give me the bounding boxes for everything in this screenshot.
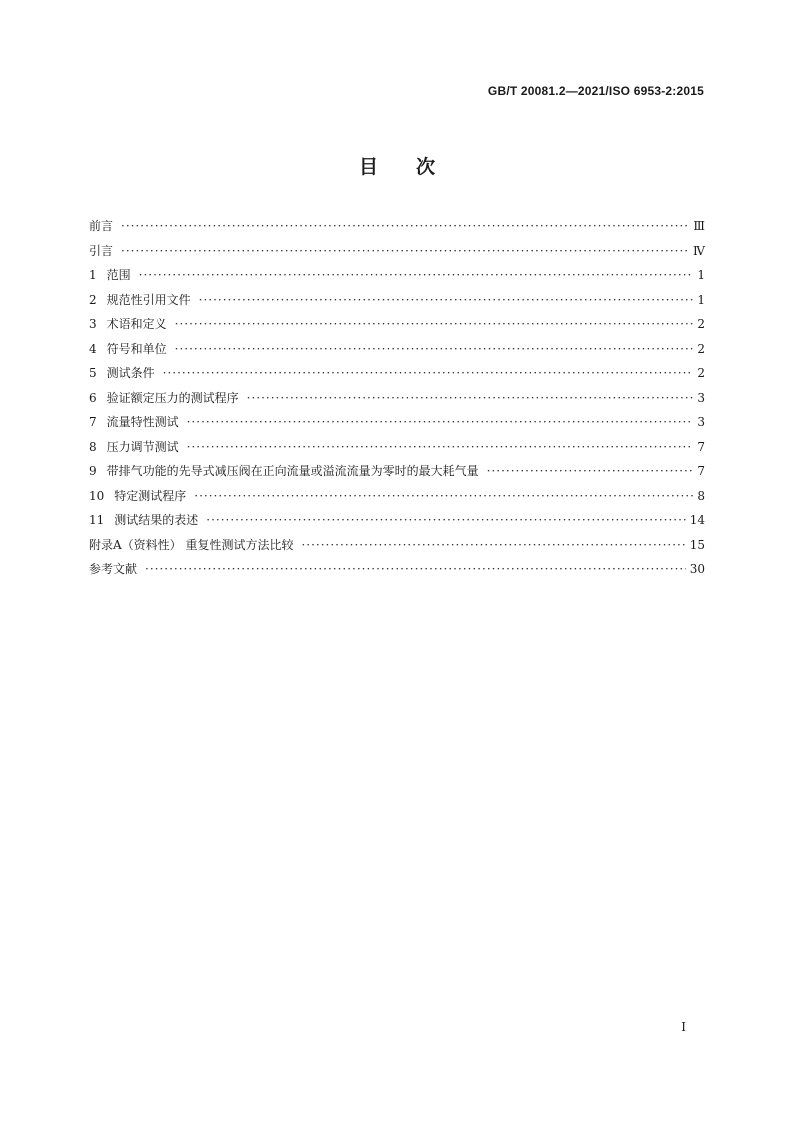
toc-entry-number: 8 xyxy=(89,439,97,454)
dot-leader xyxy=(206,508,685,533)
toc-entry[interactable] xyxy=(89,361,705,386)
toc-entry[interactable] xyxy=(89,459,705,484)
toc-entry-page: 3 xyxy=(697,415,705,429)
toc-entry-number: 6 xyxy=(89,390,97,405)
toc-entry[interactable] xyxy=(89,214,705,239)
toc-entry[interactable] xyxy=(89,533,705,558)
toc-entry-number: 2 xyxy=(89,292,97,307)
toc-entry-label: 前言 xyxy=(89,219,114,233)
toc-entry-page: Ⅲ xyxy=(693,219,705,233)
toc-entry-page: 30 xyxy=(689,562,705,576)
toc-entry-page: 14 xyxy=(689,513,705,527)
toc-entry-label: 流量特性测试 xyxy=(106,415,179,429)
toc-entry-number: 3 xyxy=(89,317,97,331)
toc-entry-label: 术语和定义 xyxy=(106,317,167,331)
toc-entry-page: 2 xyxy=(697,366,705,380)
toc-entry-label: 带排气功能的先导式减压阀在正向流量或溢流流量为零时的最大耗气量 xyxy=(106,464,479,478)
toc-entry-label: 范围 xyxy=(106,268,131,282)
toc-entry-label: 测试结果的表述 xyxy=(114,513,199,527)
toc-entry-page: 2 xyxy=(697,341,705,356)
dot-leader xyxy=(139,263,693,288)
toc-entry-label: 压力调节测试 xyxy=(106,439,179,454)
toc-entry[interactable] xyxy=(89,386,705,411)
toc-entry-label: 附录A（资料性） 重复性测试方法比较 xyxy=(89,537,294,552)
dot-leader xyxy=(187,410,693,435)
toc-entry[interactable] xyxy=(89,508,705,533)
dot-leader xyxy=(121,214,689,239)
toc-entry-page: 2 xyxy=(697,317,705,331)
toc-entry[interactable] xyxy=(89,263,705,288)
toc-entry-number: 5 xyxy=(89,366,97,380)
page-number: I xyxy=(681,1020,686,1034)
toc-entry-number: 1 xyxy=(89,268,97,282)
dot-leader xyxy=(163,361,693,386)
dot-leader xyxy=(175,312,693,337)
toc-entry-page: 3 xyxy=(697,390,705,405)
toc-entry-page: 7 xyxy=(697,464,705,478)
toc-entry-label: 特定测试程序 xyxy=(114,488,187,503)
dot-leader xyxy=(194,484,693,509)
dot-leader xyxy=(175,337,693,362)
toc-entry-label: 参考文献 xyxy=(89,562,138,576)
toc-entry-page: 8 xyxy=(697,488,705,503)
dot-leader xyxy=(247,386,693,411)
toc-entry-page: 1 xyxy=(697,292,705,307)
toc-entry[interactable] xyxy=(89,410,705,435)
toc-entry[interactable] xyxy=(89,239,705,264)
dot-leader xyxy=(187,435,693,460)
toc-entry-page: 1 xyxy=(697,268,705,282)
dot-leader xyxy=(145,557,686,582)
table-of-contents xyxy=(89,214,705,582)
toc-entry-label: 验证额定压力的测试程序 xyxy=(106,390,239,405)
toc-entry-label: 规范性引用文件 xyxy=(106,292,191,307)
toc-entry-page: 7 xyxy=(697,439,705,454)
document-code: GB/T 20081.2—2021/ISO 6953-2:2015 xyxy=(487,84,704,98)
toc-entry[interactable] xyxy=(89,435,705,460)
toc-entry[interactable] xyxy=(89,312,705,337)
toc-entry-label: 测试条件 xyxy=(106,366,155,380)
toc-entry[interactable] xyxy=(89,484,705,509)
toc-entry[interactable] xyxy=(89,337,705,362)
toc-entry-number: 10 xyxy=(89,488,105,503)
dot-leader xyxy=(199,288,693,313)
dot-leader xyxy=(487,459,693,484)
toc-entry-number: 7 xyxy=(89,415,97,429)
page-title: 目次 xyxy=(358,156,473,178)
dot-leader xyxy=(121,239,689,264)
toc-entry-number: 11 xyxy=(89,513,105,527)
toc-entry[interactable] xyxy=(89,288,705,313)
dot-leader xyxy=(301,533,685,558)
toc-entry-label: 引言 xyxy=(89,243,114,258)
toc-entry-page: Ⅳ xyxy=(693,243,705,258)
toc-entry[interactable] xyxy=(89,557,705,582)
toc-entry-number: 4 xyxy=(89,341,97,356)
toc-entry-label: 符号和单位 xyxy=(106,341,167,356)
toc-entry-page: 15 xyxy=(689,537,705,552)
toc-entry-number: 9 xyxy=(89,464,97,478)
